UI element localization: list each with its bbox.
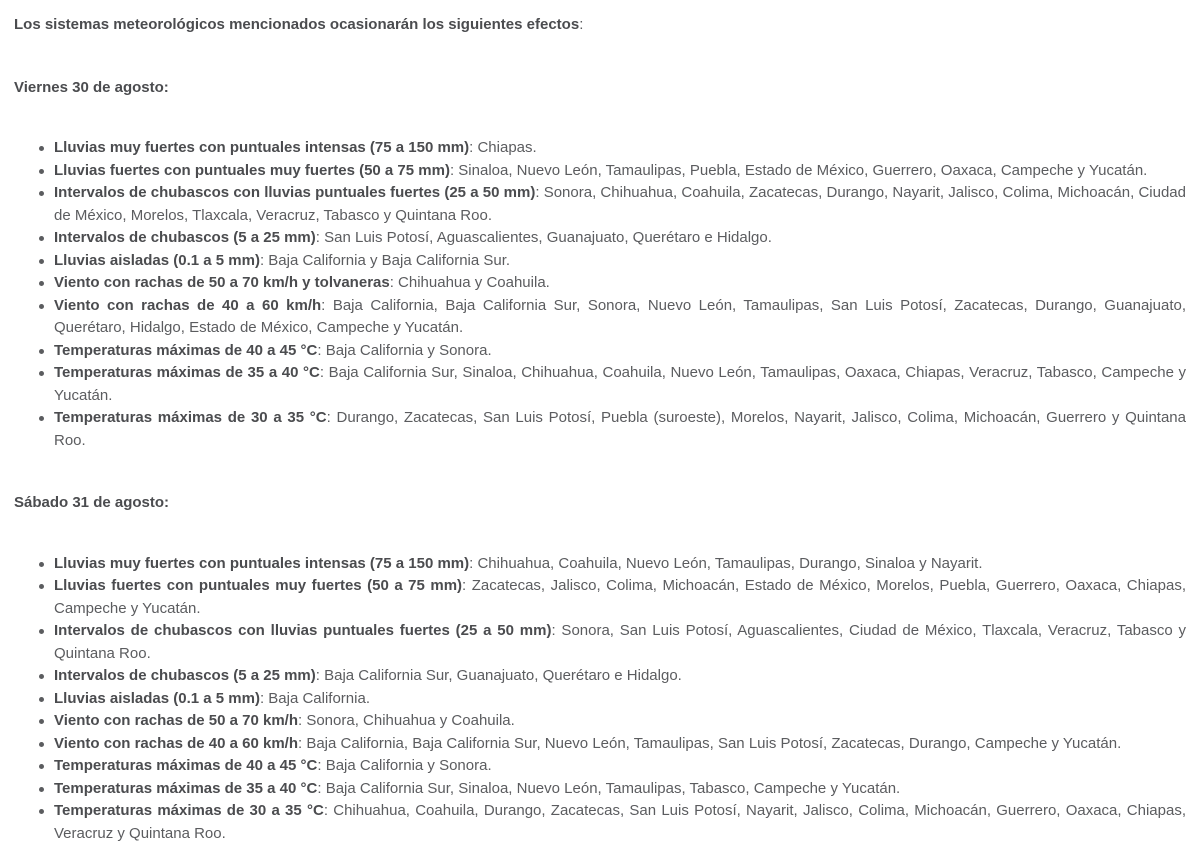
day-heading-saturday: Sábado 31 de agosto:	[14, 494, 170, 511]
effect-label: Viento con rachas de 50 a 70 km/h y tolvaneras	[54, 274, 390, 291]
effect-label: Lluvias fuertes con puntuales muy fuertes (50 a 75 mm)	[54, 161, 450, 179]
effects-list-saturday	[14, 553, 1186, 846]
list-item	[39, 800, 1186, 845]
list-item	[39, 688, 1186, 711]
effect-states: : Chihuahua, Coahuila, Durango, Zacatecas, San Luis Potosí, Nayarit, Jalisco, Colima, Michoacán, Guerrero, Oaxaca, Chiapas, Veracruz y Quintana Roo.	[54, 802, 1187, 842]
effect-states: : Chihuahua, Coahuila, Nuevo León, Tamaulipas, Durango, Sinaloa y Nayarit.	[469, 554, 983, 572]
effect-label: Lluvias aisladas (0.1 a 5 mm)	[54, 251, 260, 269]
effect-label: Temperaturas máximas de 40 a 45 °C	[54, 341, 318, 359]
list-item	[39, 160, 1186, 183]
intro-colon: :	[579, 16, 584, 33]
effect-label: Viento con rachas de 50 a 70 km/h	[54, 712, 298, 729]
effect-states: : Baja California y Sonora.	[317, 757, 492, 774]
effect-states: : Baja California y Sonora.	[317, 341, 492, 359]
list-item	[39, 407, 1186, 452]
effect-label: Intervalos de chubascos con lluvias puntuales fuertes (25 a 50 mm)	[54, 184, 536, 201]
effect-states: : Zacatecas, Jalisco, Colima, Michoacán, Estado de México, Morelos, Puebla, Guerrero, Oaxaca, Chiapas, Campeche y Yucatán.	[54, 577, 1186, 617]
list-item	[39, 665, 1186, 688]
effect-states: : Baja California Sur, Guanajuato, Querétaro e Hidalgo.	[315, 667, 682, 684]
effects-list-friday	[14, 137, 1186, 452]
list-item	[39, 575, 1186, 620]
list-item	[39, 733, 1186, 756]
effect-label: Temperaturas máximas de 30 a 35 °C	[54, 409, 327, 426]
effect-label: Lluvias muy fuertes con puntuales intensas (75 a 150 mm)	[54, 139, 470, 156]
list-item	[39, 227, 1186, 250]
list-item	[39, 755, 1186, 778]
effect-label: Temperaturas máximas de 30 a 35 °C	[54, 802, 324, 819]
effect-states: : Baja California, Baja California Sur, Nuevo León, Tamaulipas, San Luis Potosí, Zacatecas, Durango, Campeche y Yucatán.	[298, 734, 1122, 752]
list-item	[39, 553, 1186, 576]
day-heading-friday: Viernes 30 de agosto:	[14, 78, 169, 96]
list-item	[39, 778, 1186, 801]
effect-states: : Sonora, San Luis Potosí, Aguascalientes, Ciudad de México, Tlaxcala, Veracruz, Tabasco y Quintana Roo.	[54, 622, 1186, 662]
effect-states: : Baja California y Baja California Sur.	[259, 251, 511, 269]
effect-states: : Sonora, Chihuahua, Coahuila, Zacatecas, Durango, Nayarit, Jalisco, Colima, Michoacán, Ciudad de México, Morelos, Tlaxcala, Veracruz, Tabasco y Quintana Roo.	[54, 184, 1186, 224]
effect-states: : Baja California Sur, Sinaloa, Nuevo León, Tamaulipas, Tabasco, Campeche y Yucatán.	[317, 779, 901, 797]
effect-label: Intervalos de chubascos con lluvias puntuales fuertes (25 a 50 mm)	[54, 622, 552, 639]
section-saturday	[14, 492, 1186, 845]
list-item	[39, 710, 1186, 733]
intro-paragraph	[14, 14, 1186, 37]
effect-states: : Chiapas.	[469, 139, 537, 156]
effect-label: Lluvias aisladas (0.1 a 5 mm)	[54, 689, 260, 707]
intro-text: Los sistemas meteorológicos mencionados ocasionarán los siguientes efectos	[14, 16, 580, 33]
list-item	[39, 272, 1186, 295]
effect-label: Temperaturas máximas de 40 a 45 °C	[54, 757, 318, 774]
effect-states: : Sinaloa, Nuevo León, Tamaulipas, Puebla, Estado de México, Guerrero, Oaxaca, Campeche y Yucatán.	[449, 161, 1148, 179]
effect-states: : Chihuahua y Coahuila.	[389, 274, 550, 291]
list-item	[39, 362, 1186, 407]
effect-label: Viento con rachas de 40 a 60 km/h	[54, 296, 322, 314]
effect-label: Temperaturas máximas de 35 a 40 °C	[54, 779, 318, 797]
effect-label: Lluvias muy fuertes con puntuales intensas (75 a 150 mm)	[54, 554, 470, 572]
list-item	[39, 182, 1186, 227]
effect-states: : San Luis Potosí, Aguascalientes, Guanajuato, Querétaro e Hidalgo.	[315, 229, 772, 246]
list-item	[39, 250, 1186, 273]
effect-label: Intervalos de chubascos (5 a 25 mm)	[54, 229, 316, 246]
effect-states: : Baja California Sur, Sinaloa, Chihuahua, Coahuila, Nuevo León, Tamaulipas, Oaxaca, Chiapas, Veracruz, Tabasco, Campeche y Yucatán.	[54, 364, 1187, 404]
effect-states: : Durango, Zacatecas, San Luis Potosí, Puebla (suroeste), Morelos, Nayarit, Jalisco, Colima, Michoacán, Guerrero y Quintana Roo.	[54, 409, 1186, 449]
effect-label: Lluvias fuertes con puntuales muy fuertes (50 a 75 mm)	[54, 577, 463, 594]
list-item	[39, 295, 1186, 340]
list-item	[39, 340, 1186, 363]
effect-label: Viento con rachas de 40 a 60 km/h	[54, 734, 298, 752]
list-item	[39, 620, 1186, 665]
section-friday	[14, 77, 1186, 453]
effect-label: Temperaturas máximas de 35 a 40 °C	[54, 364, 320, 381]
effect-states: : Sonora, Chihuahua y Coahuila.	[298, 712, 515, 729]
list-item	[39, 137, 1186, 160]
effect-label: Intervalos de chubascos (5 a 25 mm)	[54, 667, 316, 684]
effect-states: : Baja California.	[259, 689, 370, 707]
effect-states: : Baja California, Baja California Sur, Sonora, Nuevo León, Tamaulipas, San Luis Potosí, Zacatecas, Durango, Guanajuato, Querétaro, Hidalgo, Estado de México, Campeche y Yucatán.	[54, 296, 1187, 336]
